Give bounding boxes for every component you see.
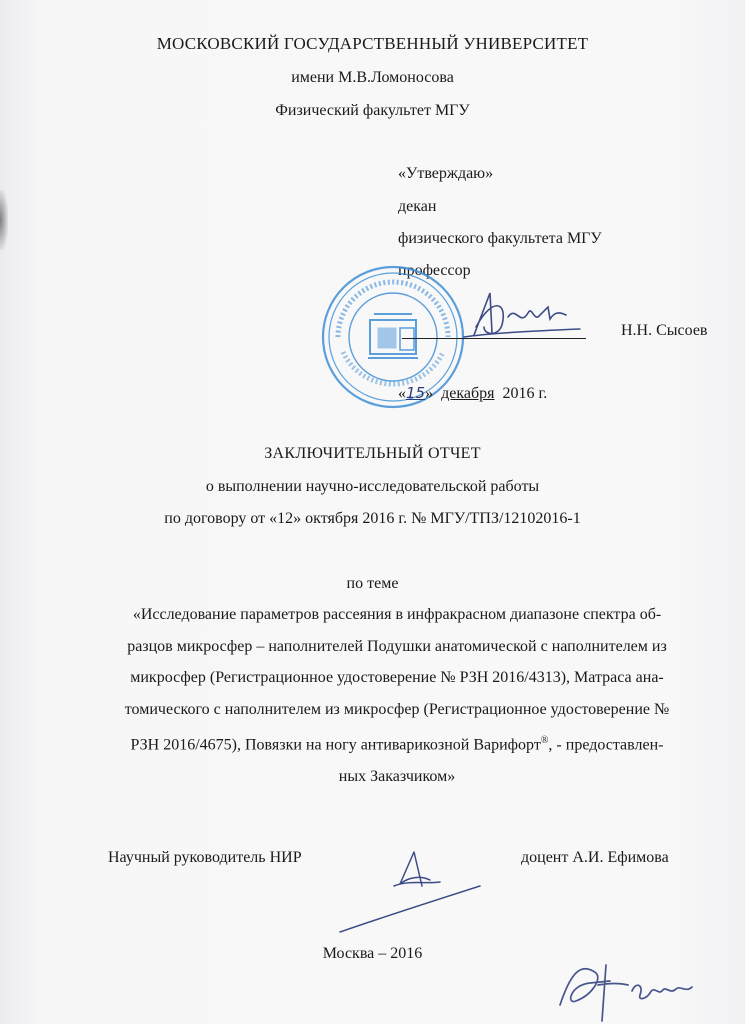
faculty-name: Физический факультет МГУ [275, 102, 470, 119]
date-month: декабря [441, 385, 495, 402]
approve-label: «Утверждаю» [398, 165, 494, 182]
supervisor-name: доцент А.И. Ефимова [521, 849, 669, 866]
city-year: Москва – 2016 [322, 945, 423, 962]
topic-line [88, 725, 706, 761]
approval-date [398, 384, 547, 403]
topic-line: «Исследование параметров рассеяния в инфракрасном диапазоне спектра об- [132, 606, 662, 623]
dean-signature-line [402, 338, 586, 339]
topic-line: ных Заказчиком» [338, 767, 456, 785]
handwritten-signature [540, 955, 715, 1024]
date-quote-close: » [425, 385, 434, 402]
supervisor-signature [330, 840, 490, 940]
approver-position: декан [398, 198, 437, 215]
date-year: 2016 г. [502, 385, 548, 402]
report-subtitle: о выполнении научно-исследовательской работы [205, 478, 540, 495]
university-named-after: имени М.В.Ломоносова [291, 69, 454, 86]
report-contract: по договору от «12» октября 2016 г. № МГУ/ТПЗ/12102016-1 [164, 510, 581, 527]
registered-mark: ® [540, 735, 549, 746]
topic-line: томического с наполнителем из микросфер (Регистрационное удостоверение № [124, 700, 670, 718]
topic-line-part: РЗН 2016/4675), Повязки на ногу антиварикозной Варифорт [130, 736, 541, 754]
dean-name: Н.Н. Сысоев [621, 322, 708, 339]
topic-line-part: , - предоставлен- [548, 736, 664, 754]
approver-faculty: физического факультета МГУ [398, 230, 602, 247]
topic-line: разцов микросфер – наполнителей Подушки анатомической с наполнителем из [127, 637, 667, 655]
report-topic [88, 599, 706, 792]
topic-label: по теме [346, 575, 399, 592]
university-name: МОСКОВСКИЙ ГОСУДАРСТВЕННЫЙ УНИВЕРСИТЕТ [156, 34, 589, 53]
topic-line: микросфер (Регистрационное удостоверение № РЗН 2016/4313), Матраса ана- [130, 669, 664, 686]
page-edge-shadow [0, 190, 8, 250]
date-quote-open: « [398, 385, 406, 402]
dean-signature [462, 287, 582, 345]
report-title: ЗАКЛЮЧИТЕЛЬНЫЙ ОТЧЕТ [264, 445, 481, 462]
date-day: 15 [406, 384, 426, 402]
approver-title: профессор [398, 262, 471, 279]
supervisor-label: Научный руководитель НИР [108, 849, 302, 866]
